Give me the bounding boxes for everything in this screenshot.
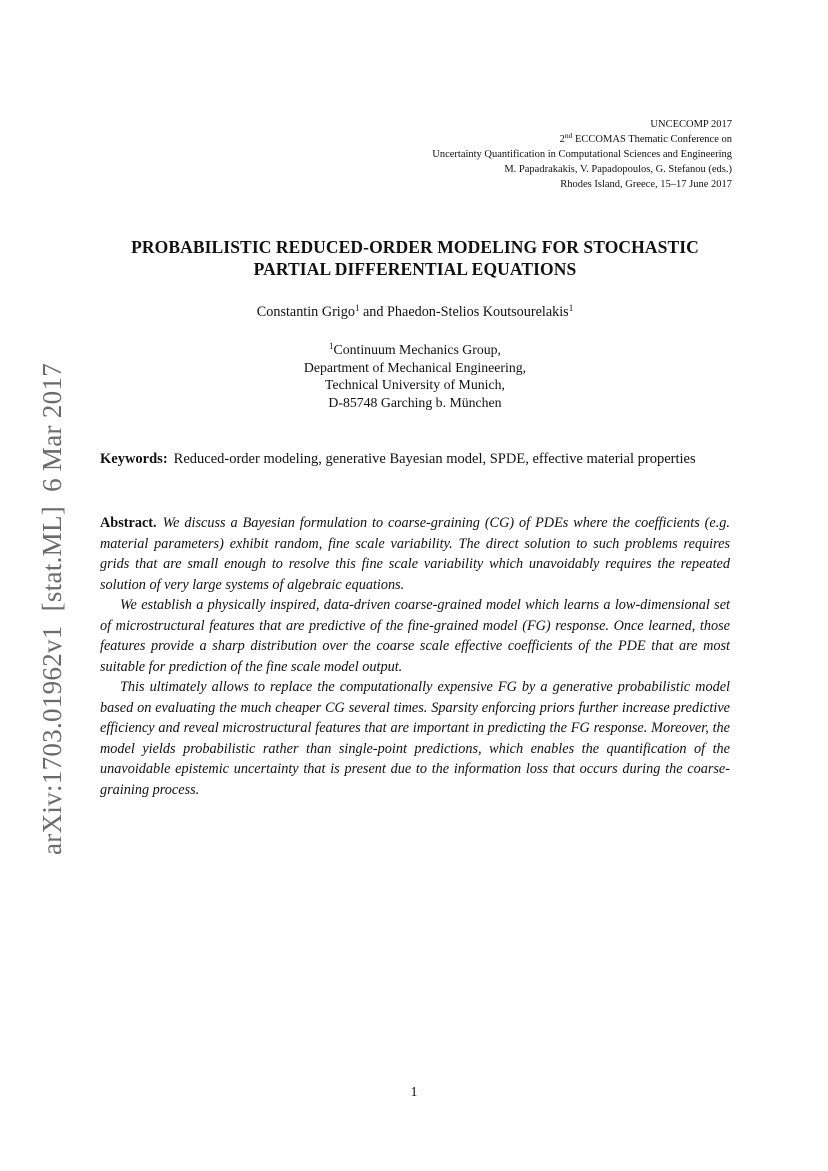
title-line-1: PROBABILISTIC REDUCED-ORDER MODELING FOR STOCHASTIC (131, 237, 699, 257)
conference-editors: M. Papadrakakis, V. Papadopoulos, G. Stefanou (eds.) (504, 164, 732, 175)
arxiv-category: [stat.ML] (37, 505, 67, 612)
conference-series-text: ECCOMAS Thematic Conference on (572, 134, 732, 145)
abstract-paragraph: We establish a physically inspired, data-driven coarse-grained model which learns a low-dimensional set of microstructural features that are predictive of the fine-grained model (FG) response. Once learned, those features provide a sharp distribution over the coarse scale effective coefficients of the PDE that are most suitable for prediction of the fine scale model output. (100, 597, 730, 675)
abstract-paragraph-text: We discuss a Bayesian formulation to coarse-graining (CG) of PDEs where the coefficients (e.g. material parameters) exhibit random, fine scale variability. The direct solution to such problems requires grids that are small enough to resolve this fine scale variability which unavoidably requires the repeated solution of very large systems of algebraic equations. (100, 515, 730, 593)
arxiv-date: 6 Mar 2017 (37, 362, 67, 492)
abstract-paragraph (100, 513, 730, 595)
author-joiner: and (359, 304, 388, 320)
arxiv-id: arXiv:1703.01962v1 (37, 625, 67, 855)
arxiv-stamp (37, 363, 68, 855)
affiliation-mark: 1 (329, 341, 334, 351)
author-list (100, 303, 730, 321)
affiliation-line-2: Department of Mechanical Engineering, (303, 359, 527, 375)
affiliation-block (100, 341, 730, 411)
conference-name: UNCECOMP 2017 (650, 119, 732, 130)
keywords-text: Reduced-order modeling, generative Bayesian model, SPDE, effective material properties (173, 451, 696, 467)
author-affiliation-mark: 1 (568, 303, 574, 313)
keywords-section (100, 449, 730, 469)
title-line-2: PARTIAL DIFFERENTIAL EQUATIONS (253, 259, 577, 279)
conference-header (232, 117, 732, 192)
keywords-label: Keywords: (100, 451, 168, 467)
abstract-label: Abstract. (100, 515, 157, 531)
abstract-section (100, 513, 730, 800)
page-number: 1 (410, 1085, 418, 1100)
abstract-paragraph: This ultimately allows to replace the computationally expensive FG by a generative probabilistic model based on evaluating the much cheaper CG several times. Sparsity enforcing priors further increase predictive efficiency and reveal microstructural features that are important in predicting the FG response. Moreover, the model yields probabilistic rather than single-point predictions, which enables the quantification of the unavoidable epistemic uncertainty that is present due to the information loss that occurs during the coarse-graining process. (100, 679, 730, 798)
author-name: Phaedon-Stelios Koutsourelakis (387, 304, 569, 320)
affiliation-line-1 (100, 341, 730, 359)
conference-ordinal: 2 (559, 134, 565, 145)
conference-ordinal-suffix: nd (564, 131, 573, 140)
conference-series (232, 132, 732, 147)
author-affiliation-mark: 1 (354, 303, 360, 313)
affiliation-line-4: D-85748 Garching b. München (328, 394, 502, 410)
affiliation-line-3: Technical University of Munich, (325, 377, 505, 392)
author-name: Constantin Grigo (256, 304, 355, 320)
conference-location-date: Rhodes Island, Greece, 15–17 June 2017 (560, 179, 732, 190)
paper-title (100, 236, 730, 280)
conference-theme: Uncertainty Quantification in Computational Sciences and Engineering (432, 149, 732, 160)
affiliation-group: Continuum Mechanics Group, (333, 342, 501, 357)
